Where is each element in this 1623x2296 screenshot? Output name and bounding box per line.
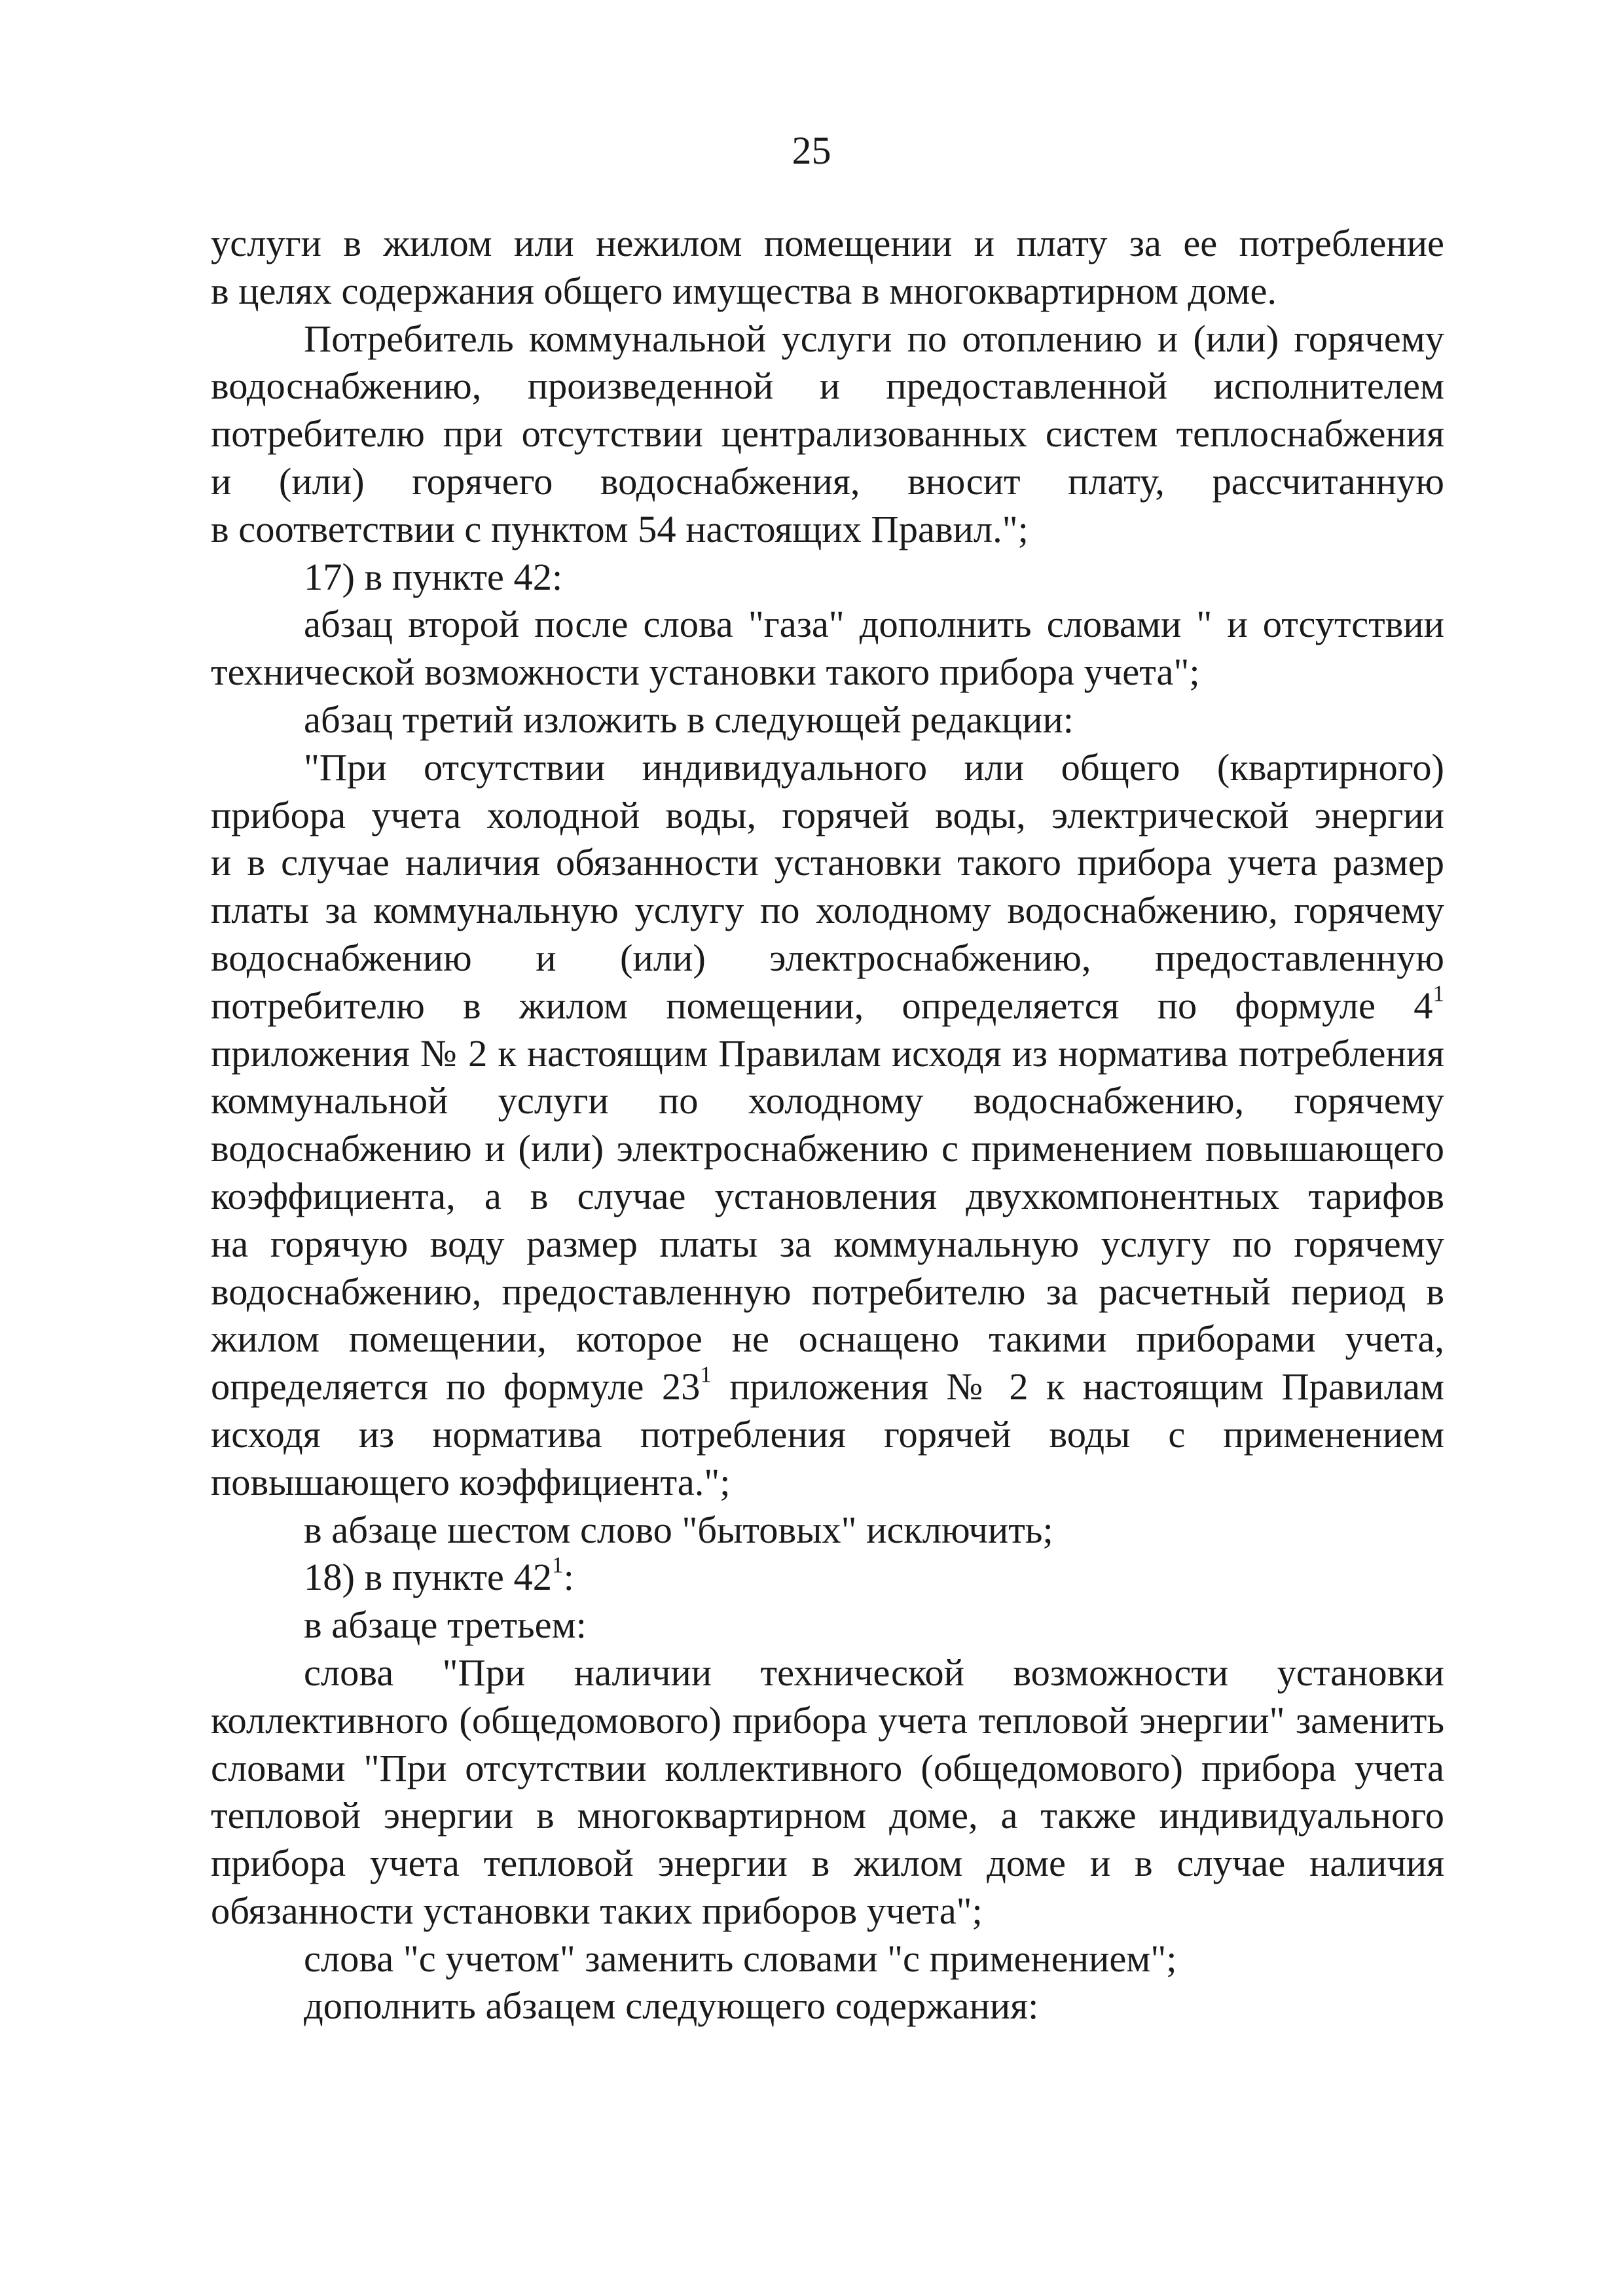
text-line: повышающего коэффициента.";: [211, 1460, 731, 1503]
text-line: водоснабжению и (или) электроснабжению с применением повышающего: [211, 1127, 1444, 1170]
text-line: тепловой энергии в многоквартирном доме, а также индивидуального: [211, 1794, 1444, 1837]
text-line: услуги в жилом или нежилом помещении и плату за ее потребление: [211, 222, 1444, 264]
text-line: коэффициента, а в случае установления двухкомпонентных тарифов: [211, 1174, 1444, 1217]
text-line: и (или) горячего водоснабжения, вносит плату, рассчитанную: [211, 459, 1444, 503]
text-line: абзац второй после слова "газа" дополнить словами " и отсутствии: [304, 603, 1444, 646]
text-line: на горячую воду размер платы за коммунальную услугу по горячему: [211, 1222, 1444, 1265]
text-line: словами "При отсутствии коллективного (общедомового) прибора учета: [211, 1746, 1444, 1789]
text-line: технической возможности установки такого прибора учета";: [211, 651, 1200, 694]
document-body: [211, 220, 1444, 2030]
text-line: в соответствии с пунктом 54 настоящих Правил.";: [211, 507, 1029, 550]
text-line: слова "с учетом" заменить словами "с применением";: [304, 1937, 1177, 1980]
text-line: абзац третий изложить в следующей редакции:: [304, 698, 1074, 741]
page-number: 25: [792, 129, 831, 172]
text-line: потребителю при отсутствии централизованных систем теплоснабжения: [211, 412, 1444, 456]
text-line: дополнить абзацем следующего содержания:: [304, 1984, 1039, 2028]
text-line: коммунальной услуги по холодному водоснабжению, горячему: [211, 1079, 1444, 1122]
text-line: потребителю в жилом помещении, определяется по формуле $4^1$: [211, 980, 1444, 1027]
text-line: водоснабжению, предоставленную потребителю за расчетный период в: [211, 1270, 1444, 1313]
text-line: слова "При наличии технической возможности установки: [304, 1651, 1444, 1694]
superscript: 1: [552, 1552, 564, 1578]
text-line: жилом помещении, которое не оснащено такими приборами учета,: [211, 1318, 1444, 1361]
text-line: водоснабжению и (или) электроснабжению, предоставленную: [211, 936, 1444, 979]
text-line: обязанности установки таких приборов учета";: [211, 1889, 983, 1932]
text-line: в целях содержания общего имущества в многоквартирном доме.: [211, 269, 1277, 312]
text-line: в абзаце третьем:: [304, 1604, 587, 1647]
text-line: исходя из норматива потребления горячей воды с применением: [211, 1412, 1444, 1456]
text-line: 17) в пункте 42:: [304, 555, 563, 598]
text-line: прибора учета тепловой энергии в жилом доме и в случае наличия: [211, 1842, 1444, 1885]
text-line: и в случае наличия обязанности установки такого прибора учета размер: [211, 841, 1444, 884]
text-line: в абзаце шестом слово "бытовых" исключить;: [304, 1508, 1053, 1551]
superscript: 1: [700, 1361, 712, 1388]
text-line: "При отсутствии индивидуального или общего (квартирного): [304, 745, 1444, 789]
text-line: приложения № 2 к настоящим Правилам исходя из норматива потребления: [211, 1031, 1444, 1075]
text-line: определяется по формуле $23^1$ приложения № 2 к настоящим Правилам: [211, 1361, 1444, 1408]
text-line: водоснабжению, произведенной и предоставленной исполнителем: [211, 365, 1444, 408]
text-line: платы за коммунальную услугу по холодному водоснабжению, горячему: [211, 889, 1444, 932]
text-line: Потребитель коммунальной услуги по отоплению и (или) горячему: [304, 317, 1444, 360]
text-line: прибора учета холодной воды, горячей воды, электрической энергии: [211, 793, 1444, 836]
text-line: 18) в пункте $42^1$:: [304, 1552, 574, 1599]
text-line: коллективного (общедомового) прибора учета тепловой энергии" заменить: [211, 1698, 1444, 1742]
superscript: 1: [1432, 980, 1444, 1007]
